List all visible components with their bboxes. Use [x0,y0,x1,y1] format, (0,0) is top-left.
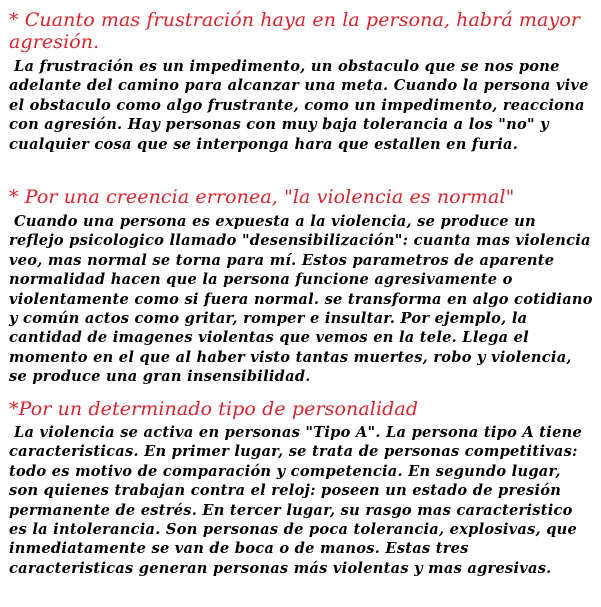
section-heading: * Por una creencia erronea, "la violencia es normal" [9,186,515,208]
section-frustration [9,9,595,154]
section-personality-type [9,398,595,578]
section-heading: * Cuanto mas frustración haya en la persona, habrá mayor agresión. [9,9,581,53]
section-body: Cuando una persona es expuesta a la violencia, se produce un reflejo psicologico llamado "desensibilización": cuanta mas violencia veo, mas normal se torna para mí. Estos parametros de aparente normalidad hacen que la persona funcione agresivamente o violentamente como si fuera normal. se transforma en algo cotidiano y común actos como gritar, romper e insultar. Por ejemplo, la cantidad de imagenes violentas que vemos en la tele. Llega el momento en el que al haber visto tantas muertes, robo y violencia, se produce una gran insensibilidad. [9,213,593,386]
section-body: La frustración es un impedimento, un obstaculo que se nos pone adelante del camino para alcanzar una meta. Cuando la persona vive el obstaculo como algo frustrante, como un impedimento, reacciona con agresión. Hay personas con muy baja tolerancia a los "no" y cualquier cosa que se interponga hara que estallen en furia. [9,58,589,153]
section-heading: *Por un determinado tipo de personalidad [9,398,419,420]
section-erroneous-belief [9,186,595,387]
section-body: La violencia se activa en personas "Tipo A". La persona tipo A tiene caracteristicas. En primer lugar, se trata de personas competitivas: todo es motivo de comparación y competencia. En segundo lugar, son quienes trabajan contra el reloj: poseen un estado de presión permanente de estrés. En tercer lugar, su rasgo mas caracteristico es la intolerancia. Son personas de poca tolerancia, explosivas, que inmediatamente se van de boca o de manos. Estas tres caracteristicas generan personas más violentas y mas agresivas. [9,424,583,577]
